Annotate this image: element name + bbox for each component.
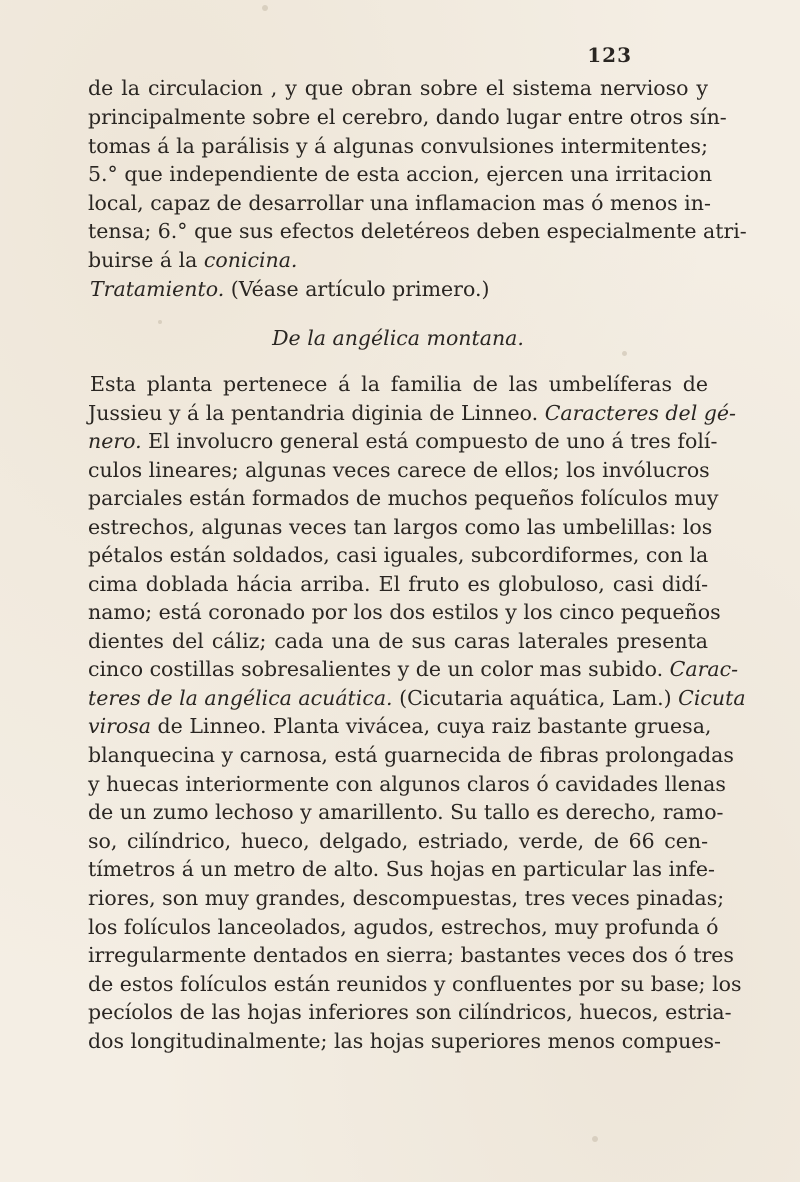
text-segment: y huecas interiormente con algunos claros ó cavidades llenas bbox=[88, 772, 726, 796]
text-line bbox=[88, 1028, 721, 1055]
text-line bbox=[88, 542, 708, 569]
text-line bbox=[88, 828, 708, 855]
text-segment: buirse á la bbox=[88, 248, 204, 272]
text-line bbox=[88, 190, 711, 217]
text-line bbox=[88, 599, 721, 626]
text-segment: so, cilíndrico, hueco, delgado, estriado, verde, de 66 cen- bbox=[88, 829, 708, 853]
text-segment: de un zumo lechoso y amarillento. Su tallo es derecho, ramo- bbox=[88, 800, 724, 824]
text-segment: riores, son muy grandes, descompuestas, tres veces pinadas; bbox=[88, 886, 725, 910]
text-segment: tímetros á un metro de alto. Sus hojas en particular las infe- bbox=[88, 857, 715, 881]
text-line bbox=[88, 571, 708, 598]
text-line bbox=[88, 400, 736, 427]
italic-text-segment: virosa bbox=[88, 714, 152, 738]
text-line bbox=[88, 514, 713, 541]
text-segment: pecíolos de las hojas inferiores son cilíndricos, huecos, estria- bbox=[88, 1000, 732, 1024]
page-number: 123 bbox=[587, 43, 632, 67]
text-segment: 5.° que independiente de esta accion, ejercen una irritacion bbox=[88, 162, 713, 186]
text-segment: irregularmente dentados en sierra; bastantes veces dos ó tres bbox=[88, 943, 734, 967]
text-segment: Esta planta pertenece á la familia de las umbelíferas de bbox=[90, 372, 708, 396]
text-segment: estrechos, algunas veces tan largos como las umbelillas: los bbox=[88, 515, 713, 539]
text-line bbox=[88, 161, 713, 188]
text-line bbox=[88, 133, 708, 160]
text-line bbox=[88, 885, 725, 912]
text-line bbox=[88, 104, 727, 131]
text-line bbox=[88, 856, 715, 883]
text-line bbox=[88, 713, 712, 740]
text-line bbox=[88, 685, 746, 712]
italic-text-segment: Caracteres del gé- bbox=[544, 401, 736, 425]
paper-speck bbox=[262, 5, 268, 11]
text-segment: dos longitudinalmente; las hojas superiores menos compues- bbox=[88, 1029, 721, 1053]
italic-text-segment: Carac- bbox=[669, 657, 739, 681]
text-segment: de la circulacion , y que obran sobre el sistema nervioso y bbox=[88, 76, 708, 100]
text-line bbox=[88, 325, 708, 352]
text-segment: culos lineares; algunas veces carece de ellos; los invólucros bbox=[88, 458, 710, 482]
text-line bbox=[88, 628, 708, 655]
text-segment: tensa; 6.° que sus efectos deletéreos deben especialmente atri- bbox=[88, 219, 747, 243]
text-line bbox=[88, 942, 734, 969]
text-segment: principalmente sobre el cerebro, dando lugar entre otros sín- bbox=[88, 105, 727, 129]
text-segment: cinco costillas sobresalientes y de un color mas subido. bbox=[88, 657, 670, 681]
text-segment: namo; está coronado por los dos estilos y los cinco pequeños bbox=[88, 600, 721, 624]
text-segment: de estos folículos están reunidos y confluentes por su base; los bbox=[88, 972, 742, 996]
text-segment: dientes del cáliz; cada una de sus caras laterales presenta bbox=[88, 629, 708, 653]
text-line bbox=[88, 999, 732, 1026]
text-line bbox=[90, 276, 708, 303]
text-segment: de Linneo. Planta vivácea, cuya raiz bastante gruesa, bbox=[151, 714, 712, 738]
italic-text-segment: De la angélica montana. bbox=[272, 326, 524, 350]
text-line bbox=[88, 75, 708, 102]
paper-speck bbox=[592, 1136, 598, 1142]
text-segment: (Cicutaria aquática, Lam.) bbox=[392, 686, 679, 710]
text-segment: blanquecina y carnosa, está guarnecida de fibras prolongadas bbox=[88, 743, 734, 767]
text-segment: (Véase artículo primero.) bbox=[224, 277, 490, 301]
italic-text-segment: Tratamiento. bbox=[90, 277, 225, 301]
text-line bbox=[88, 742, 734, 769]
text-line bbox=[88, 914, 719, 941]
italic-text-segment: conicina. bbox=[203, 248, 298, 272]
paper-speck bbox=[158, 320, 162, 324]
text-line bbox=[88, 485, 719, 512]
italic-text-segment: nero. bbox=[88, 429, 142, 453]
text-line bbox=[88, 428, 718, 455]
italic-text-segment: teres de la angélica acuática. bbox=[88, 686, 393, 710]
text-segment: local, capaz de desarrollar una inflamacion mas ó menos in- bbox=[88, 191, 711, 215]
text-segment: cima doblada hácia arriba. El fruto es globuloso, casi didí- bbox=[88, 572, 708, 596]
text-segment: los folículos lanceolados, agudos, estrechos, muy profunda ó bbox=[88, 915, 719, 939]
text-line bbox=[88, 218, 747, 245]
text-line bbox=[88, 771, 726, 798]
paper-speck bbox=[622, 351, 627, 356]
text-line bbox=[88, 247, 708, 274]
text-segment: parciales están formados de muchos pequeños folículos muy bbox=[88, 486, 719, 510]
italic-text-segment: Cicuta bbox=[678, 686, 746, 710]
text-line bbox=[88, 799, 724, 826]
text-line bbox=[88, 971, 742, 998]
text-line bbox=[88, 656, 739, 683]
text-segment: El involucro general está compuesto de uno á tres folí- bbox=[141, 429, 718, 453]
text-segment: Jussieu y á la pentandria diginia de Linneo. bbox=[88, 401, 545, 425]
text-line bbox=[90, 371, 708, 398]
text-line bbox=[88, 457, 708, 484]
text-segment: pétalos están soldados, casi iguales, subcordiformes, con la bbox=[88, 543, 709, 567]
text-segment: tomas á la parálisis y á algunas convulsiones intermitentes; bbox=[88, 134, 708, 158]
